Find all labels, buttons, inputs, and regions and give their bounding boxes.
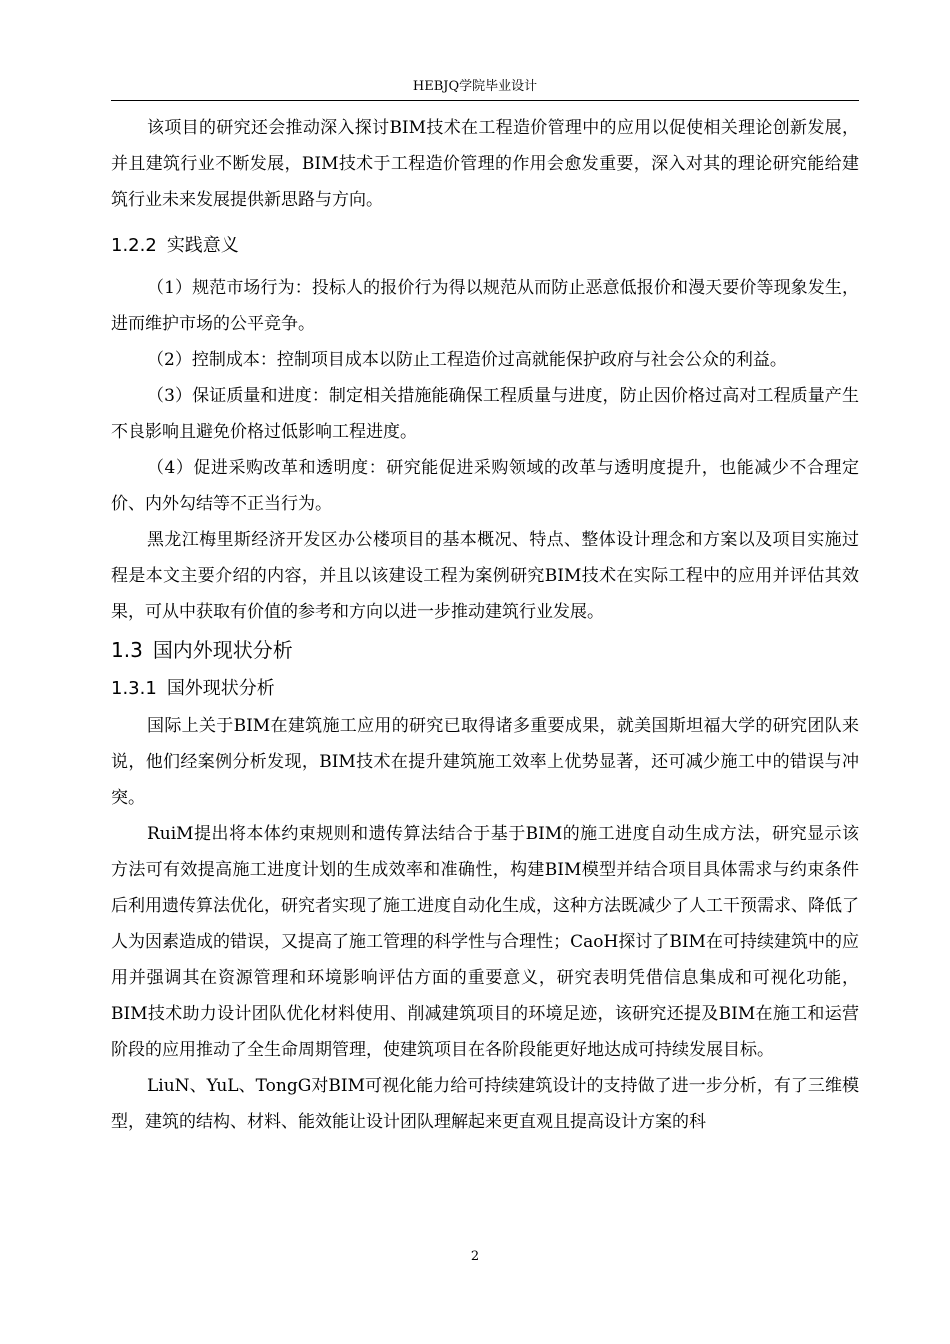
paragraph: LiuN、YuL、TongG对BIM可视化能力给可持续建筑设计的支持做了进一步分析，有了三维模型，建筑的结构、材料、能效能让设计团队理解起来更直观且提高设计方案的科 — [111, 1076, 859, 1132]
paragraph: （3）保证质量和进度：制定相关措施能确保工程质量与进度，防止因价格过高对工程质量产生不良影响且避免价格过低影响工程进度。 — [111, 386, 859, 442]
paragraph: 黑龙江梅里斯经济开发区办公楼项目的基本概况、特点、整体设计理念和方案以及项目实施过程是本文主要介绍的内容，并且以该建设工程为案例研究BIM技术在实际工程中的应用并评估其效果，可从中获取有价值的参考和方向以进一步推动建筑行业发展。 — [111, 530, 859, 622]
section-number: 1.2.2 — [111, 235, 157, 256]
section-title: 国内外现状分析 — [152, 638, 293, 662]
paragraph: 该项目的研究还会推动深入探讨BIM技术在工程造价管理中的应用以促使相关理论创新发展，并且建筑行业不断发展，BIM技术于工程造价管理的作用会愈发重要，深入对其的理论研究能给建筑行业未来发展提供新思路与方向。 — [111, 118, 859, 210]
section-title: 实践意义 — [166, 235, 239, 256]
paragraph: （1）规范市场行为：投标人的报价行为得以规范从而防止恶意低报价和漫天要价等现象发生，进而维护市场的公平竞争。 — [111, 278, 859, 334]
header-divider — [111, 100, 859, 101]
section-heading — [111, 670, 859, 708]
section-number: 1.3 — [111, 638, 143, 662]
paragraph: 国际上关于BIM在建筑施工应用的研究已取得诸多重要成果，就美国斯坦福大学的研究团队来说，他们经案例分析发现，BIM技术在提升建筑施工效率上优势显著，还可减少施工中的错误与冲突。 — [111, 716, 859, 808]
paragraph: （4）促进采购改革和透明度：研究能促进采购领域的改革与透明度提升，也能减少不合理定价、内外勾结等不正当行为。 — [111, 458, 859, 514]
page-number: 2 — [470, 1249, 480, 1264]
paragraph: RuiM提出将本体约束规则和遗传算法结合于基于BIM的施工进度自动生成方法，研究显示该方法可有效提高施工进度计划的生成效率和准确性，构建BIM模型并结合项目具体需求与约束条件后利用遗传算法优化，研究者实现了施工进度自动化生成，这种方法既减少了人工干预需求、降低了人为因素造成的错误，又提高了施工管理的科学性与合理性；CaoH探讨了BIM在可持续建筑中的应用并强调其在资源管理和环境影响评估方面的重要意义，研究表明凭借信息集成和可视化功能，BIM技术助力设计团队优化材料使用、削减建筑项目的环境足迹，该研究还提及BIM在施工和运营阶段的应用推动了全生命周期管理，使建筑项目在各阶段能更好地达成可持续发展目标。 — [111, 824, 859, 1060]
chapter-heading — [111, 630, 859, 670]
section-title: 国外现状分析 — [166, 678, 275, 699]
body-content — [111, 110, 859, 1140]
section-number: 1.3.1 — [111, 678, 157, 699]
section-heading — [111, 227, 859, 265]
paragraph: （2）控制成本：控制项目成本以防止工程造价过高就能保护政府与社会公众的利益。 — [147, 350, 787, 370]
running-header: HEBJQ学院毕业设计 — [412, 79, 538, 94]
